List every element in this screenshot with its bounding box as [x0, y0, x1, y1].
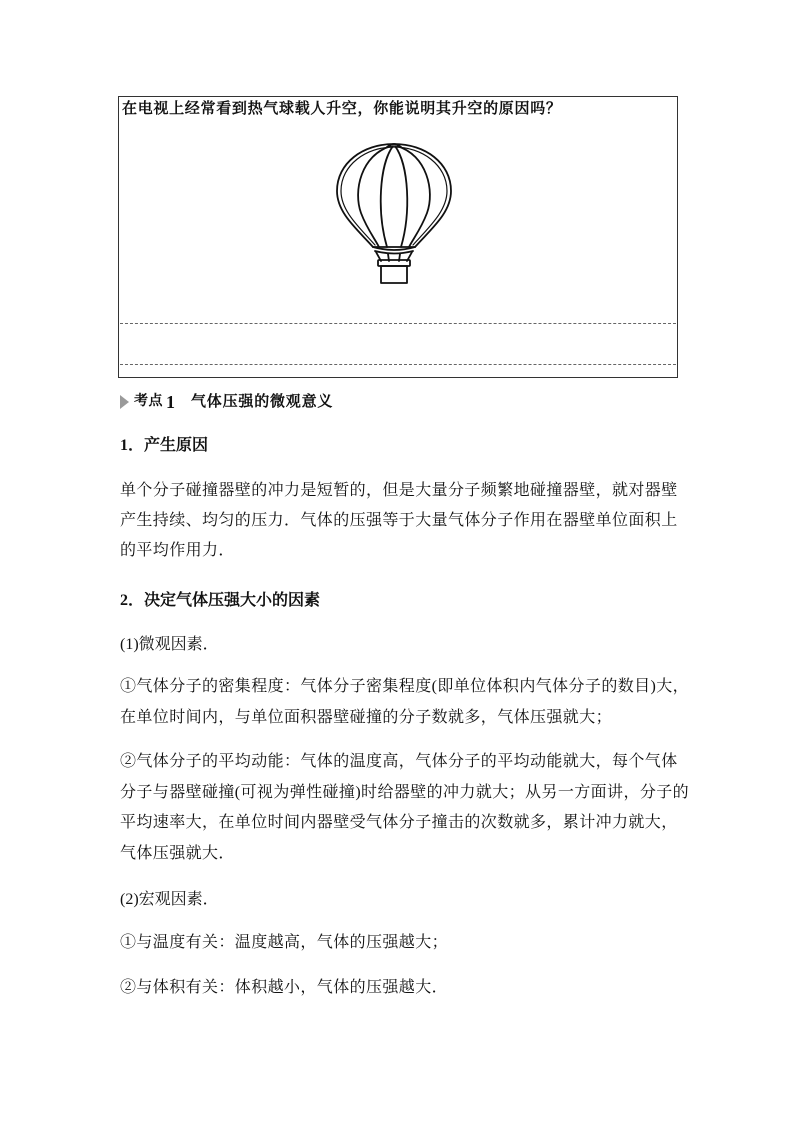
paragraph-line: ①气体分子的密集程度：气体分子密集程度(即单位体积内气体分子的数目)大， [120, 678, 690, 695]
key-point-title: 气体压强的微观意义 [191, 394, 334, 410]
question-prompt: 在电视上经常看到热气球载人升空，你能说明其升空的原因吗？ [122, 101, 562, 117]
list-item: ①与温度有关：温度越高，气体的压强越大； [120, 934, 449, 951]
answer-line [120, 364, 676, 365]
subsection-heading: (1)微观因素． [120, 636, 219, 653]
paragraph-line: 分子与器壁碰撞(可视为弹性碰撞)时给器壁的冲力就大；从另一方面讲，分子的 [120, 783, 690, 801]
section-heading: 1．产生原因 [120, 437, 209, 454]
list-item: ②与体积有关：体积越小，气体的压强越大． [120, 979, 449, 996]
paragraph-line: 平均速率大，在单位时间内器壁受气体分子撞击的次数就多，累计冲力就大， [120, 814, 678, 832]
paragraph [120, 476, 678, 566]
paragraph-line: 产生持续、均匀的压力．气体的压强等于大量气体分子作用在器壁单位面积上 [120, 512, 678, 529]
paragraph-line: 的平均作用力． [120, 542, 235, 559]
paragraph-line: 在单位时间内，与单位面积器壁碰撞的分子数就多，气体压强就大； [120, 709, 613, 726]
key-point-label: 考点 [134, 394, 163, 409]
answer-line [120, 323, 676, 324]
list-item [120, 671, 689, 733]
key-point-number: 1 [166, 392, 175, 412]
hot-air-balloon-icon [331, 141, 461, 291]
subsection-heading: (2)宏观因素． [120, 891, 219, 908]
paragraph-line: 单个分子碰撞器壁的冲力是短暂的，但是大量分子频繁地碰撞器壁，就对器壁 [120, 482, 678, 499]
paragraph-line: ②气体分子的平均动能：气体的温度高，气体分子的平均动能就大，每个气体 [120, 753, 678, 770]
section-heading: 2．决定气体压强大小的因素 [120, 592, 321, 609]
question-box [118, 96, 678, 378]
key-point-header [120, 392, 333, 412]
paragraph-line: 气体压强就大． [120, 845, 235, 863]
triangle-marker-icon [120, 395, 129, 409]
list-item [120, 747, 689, 870]
